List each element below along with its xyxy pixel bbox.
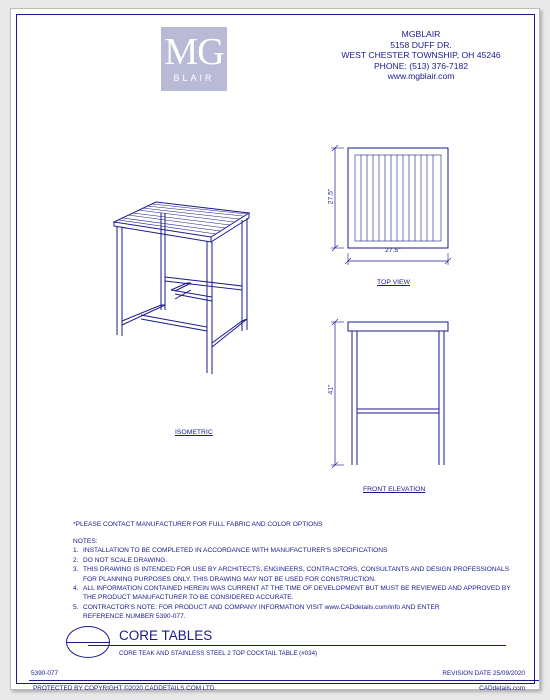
revision-date: REVISION DATE 25/09/2020: [442, 670, 525, 677]
title-block-line: [88, 645, 506, 646]
footer-divider: [29, 680, 539, 681]
drawing-subtitle: CORE TEAK AND STAINLESS STEEL 2 TOP COCKTAIL TABLE (#034): [119, 650, 318, 657]
title-block-circle: [66, 626, 110, 658]
options-note: *PLEASE CONTACT MANUFACTURER FOR FULL FABRIC AND COLOR OPTIONS: [73, 521, 323, 528]
isometric-label: ISOMETRIC: [175, 429, 213, 436]
top-depth-dimension: 27.5": [327, 188, 335, 205]
note-number: 3.: [73, 566, 79, 574]
front-elevation: [331, 319, 448, 468]
note-text: FOR PLANNING PURPOSES ONLY. THIS DRAWING MAY NOT BE USED FOR CONSTRUCTION.: [83, 575, 376, 583]
note-text: INSTALLATION TO BE COMPLETED IN ACCORDANCE WITH MANUFACTURER'S SPECIFICATIONS: [83, 547, 388, 555]
table-drawings: [11, 9, 541, 509]
height-dimension: 41": [327, 384, 335, 395]
note-text: DO NOT SCALE DRAWING.: [83, 556, 168, 564]
drawing-title: CORE TABLES: [119, 628, 213, 643]
front-elevation-label: FRONT ELEVATION: [363, 486, 426, 493]
note-text: THE PRODUCT MANUFACTURER TO BE CONSIDERED ACCURATE.: [83, 594, 294, 602]
note-text: CONTRACTOR'S NOTE: FOR PRODUCT AND COMPANY INFORMATION VISIT www.CADdetails.com/info AND ENTER: [83, 603, 440, 611]
top-width-dimension: 27.5": [385, 247, 401, 254]
note-number: 4.: [73, 585, 79, 593]
copyright-notice: PROTECTED BY COPYRIGHT ©2020 CADDETAILS.COM LTD.: [33, 685, 217, 692]
note-number: 2.: [73, 556, 79, 564]
company-web: www.mgblair.com: [387, 71, 455, 81]
note-text: ALL INFORMATION CONTAINED HEREIN WAS CURRENT AT THE TIME OF DEVELOPMENT BUT MUST BE REVIEWED AND APPROVED BY: [83, 585, 511, 593]
notes-list: [73, 537, 511, 622]
logo-subtext: BLAIR: [173, 73, 215, 83]
note-text: THIS DRAWING IS INTENDED FOR USE BY ARCHITECTS, ENGINEERS, CONTRACTORS, CONSULTANTS AND DESIGN PROFESSIONALS: [83, 566, 510, 574]
isometric-view: [114, 202, 249, 374]
top-view-label: TOP VIEW: [377, 279, 410, 286]
note-number: 1.: [73, 547, 79, 555]
notes-heading: NOTES:: [73, 538, 98, 545]
company-name: MGBLAIR: [401, 29, 441, 39]
note-number: 5.: [73, 603, 79, 611]
company-phone: PHONE: (513) 376-7182: [373, 60, 469, 71]
logo-mark: MG: [164, 31, 224, 73]
company-address: 5158 DUFF DR.: [390, 39, 452, 50]
caddetails-link[interactable]: CADdetails.com: [479, 685, 525, 692]
drawing-sheet: [10, 8, 540, 690]
note-text: REFERENCE NUMBER 5390-077.: [83, 613, 186, 621]
reference-number: 5390-077: [31, 670, 59, 677]
company-city: WEST CHESTER TOWNSHIP, OH 45246: [341, 50, 501, 60]
